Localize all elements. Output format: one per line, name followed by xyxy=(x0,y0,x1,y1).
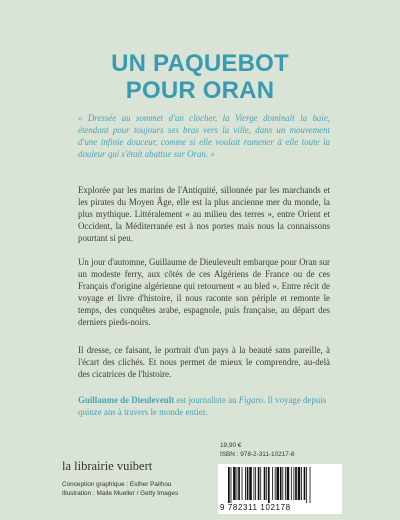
barcode-bar xyxy=(247,467,249,500)
barcode-bar xyxy=(282,467,283,500)
barcode-bar xyxy=(237,467,238,500)
barcode-bar xyxy=(287,467,290,500)
barcode-bar xyxy=(285,467,286,500)
barcode-bar xyxy=(254,467,255,500)
barcode-bar xyxy=(242,467,243,500)
author-bio xyxy=(78,394,330,418)
barcode-bar xyxy=(280,467,282,500)
barcode-bar xyxy=(255,467,256,500)
blurb-paragraph-2: Un jour d'automne, Guillaume de Dieuleveult embarque pour Oran sur un modeste ferry, aux côtés de ces Algériens de France ou de ces Français d'origine algérienne qui retournent « au bled ». Entre récit de voyage et livre d'histoire, il nous raconte son périple et remonte le temps, des conquêtes arabe, espagnole, puis française, au départ des derniers pieds-noirs. xyxy=(78,257,330,327)
barcode-bar xyxy=(272,467,273,500)
barcode-bar xyxy=(276,467,279,500)
barcode-bar xyxy=(264,467,266,500)
design-credit: Conception graphique : Esther Pailhou xyxy=(62,481,172,488)
publisher-name: la librairie vuibert xyxy=(62,459,153,473)
author-bio-text-1: est journaliste au xyxy=(174,395,239,405)
newspaper-name: Figaro xyxy=(238,395,264,405)
barcode-bar xyxy=(228,467,230,503)
barcode-bar xyxy=(268,467,270,503)
barcode-bar xyxy=(266,467,267,500)
barcode-bar xyxy=(275,467,276,500)
barcode-bar xyxy=(304,467,306,500)
barcode-bar xyxy=(258,467,260,500)
blurb-paragraph-1: Explorée par les marins de l'Antiquité, sillonnée par les marchands et les pirates du Moyen Âge, elle est la plus ancienne mer du monde, la plus mythique. Littéralement « au milieu des terres », entre Orient et Occident, la Méditerranée est à nos portes mais nous la connaissons pourtant si peu. xyxy=(78,185,330,243)
barcode-bar xyxy=(233,467,236,500)
illustration-credit: Illustration : Maite Mueller / Getty Images xyxy=(62,489,179,497)
title-line-1: UN PAQUEBOT xyxy=(111,50,289,77)
blurb-paragraph-3: Il dresse, ce faisant, le portrait d'un pays à la beauté sans pareille, à l'écart des clichés. Et nous permet de mieux le comprendre, au-delà des cicatrices de l'histoire. xyxy=(78,345,330,379)
barcode-bar xyxy=(260,467,261,500)
excerpt-quote: « Dressée au sommet d'un clocher, la Vierge dominait la baie, étendant pour toujours ses bras vers la ville, dans un mouvement d'une infinie douceur, comme si elle voulait ramener à elle toute la douleur qui s'était abattue sur Oran. » xyxy=(78,113,330,159)
barcode-bar xyxy=(295,467,297,500)
barcode-bar xyxy=(245,467,246,500)
barcode-bar xyxy=(310,467,311,503)
barcode-bar xyxy=(231,467,232,503)
author-name: Guillaume de Dieuleveult xyxy=(78,395,175,405)
barcode xyxy=(218,464,342,514)
author-bio-text-2: . Il voyage depuis quinze ans à travers le monde entier. xyxy=(78,395,327,417)
barcode-bars xyxy=(228,467,332,503)
title-line-2: POUR ORAN xyxy=(125,77,275,104)
isbn: ISBN : 978-2-311-10217-8 xyxy=(220,450,295,458)
barcode-bar xyxy=(298,467,301,500)
price-isbn xyxy=(220,442,294,459)
barcode-bar xyxy=(291,467,292,500)
book-title xyxy=(0,50,400,104)
barcode-bar xyxy=(293,467,294,500)
barcode-bar xyxy=(301,467,302,500)
barcode-bar xyxy=(249,467,252,500)
credits xyxy=(62,481,178,498)
barcode-bar xyxy=(238,467,240,500)
barcode-bar xyxy=(306,467,307,503)
barcode-number: 9 782311 102178 xyxy=(220,503,291,512)
price: 19,90 € xyxy=(220,442,242,449)
